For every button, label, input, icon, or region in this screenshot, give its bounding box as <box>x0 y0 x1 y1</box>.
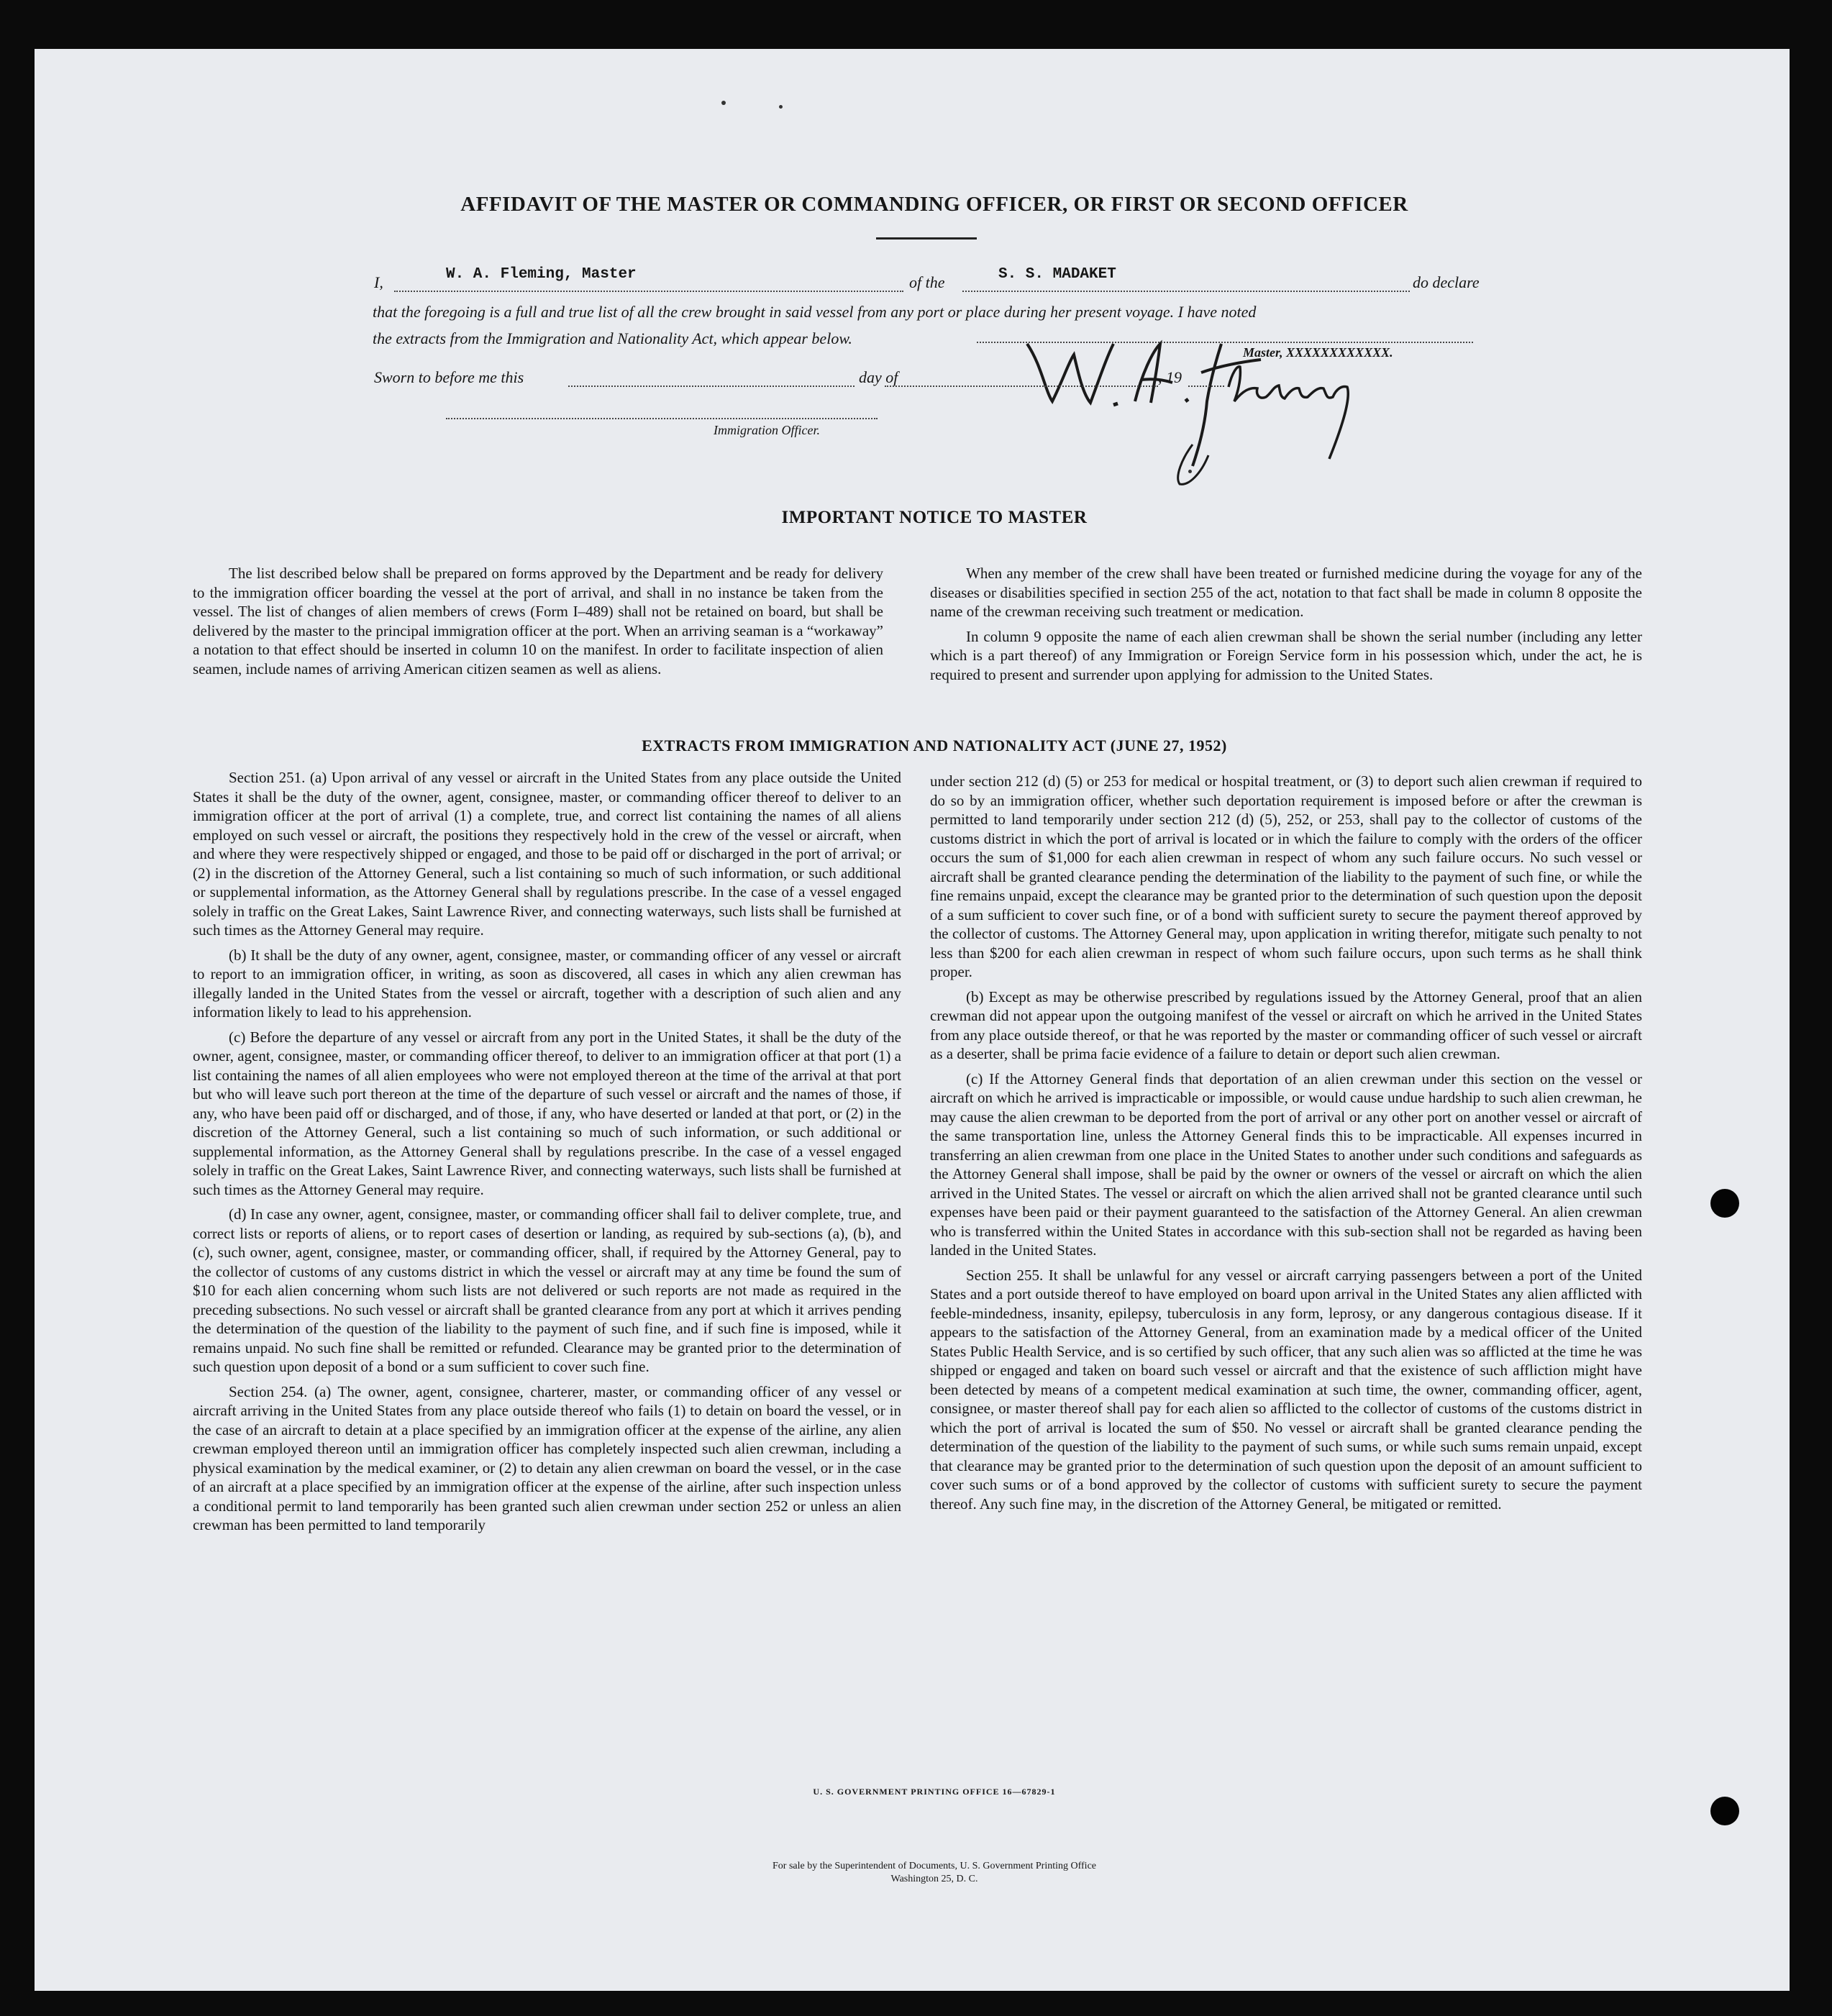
section-251-a: Section 251. (a) Upon arrival of any vessel or aircraft in the United States from any place outside the United States it shall be the duty of the owner, agent, consignee, master, or commanding officer thereof to deliver to an immigration officer at the port of arrival (1) a complete, true, and correct list containing the names of all aliens employed on such vessel or aircraft, the positions they respectively hold in the crew of the vessel or aircraft, when and where they were respectively shipped or engaged, and those to be paid off or discharged in the port of arrival; or (2) in the discretion of the Attorney General, such a list containing so much of such information, or such additional or supplemental information, as the Attorney General shall by regulations prescribe. In the case of a vessel engaged solely in traffic on the Great Lakes, Saint Lawrence River, and connecting waterways, such lists shall be furnished at such times as the Attorney General may require. <box>193 769 901 939</box>
statement-line-1: that the foregoing is a full and true list of all the crew brought in said vessel from any port or place during her present voyage. I have noted <box>373 303 1257 321</box>
officer-label: Immigration Officer. <box>714 423 820 437</box>
speck <box>721 101 726 105</box>
speck <box>1188 470 1192 473</box>
extracts-title: EXTRACTS FROM IMMIGRATION AND NATIONALITY ACT (JUNE 27, 1952) <box>642 736 1227 754</box>
signature-drawing <box>1013 322 1358 466</box>
printer-imprint: U. S. GOVERNMENT PRINTING OFFICE 16—67829-1 <box>813 1787 1056 1797</box>
notice-right-paragraph-2: In column 9 opposite the name of each alien crewman shall be shown the serial number (including any letter which is a part thereof) of any Immigration or Foreign Service form in his possession which, under the act, he is required to present and surrender upon applying for admission to the United States. <box>930 627 1642 683</box>
extracts-left-column <box>193 768 901 1541</box>
sworn-day-line[interactable] <box>568 386 855 387</box>
section-251-c: (c) Before the departure of any vessel or aircraft from any port in the United States, it shall be the duty of the owner, agent, consignee, master, or commanding officer thereof, to deliver to an immigration officer at that port (1) a list containing the names of all alien employees who were not employed thereon at the time of the arrival at that port but who will leave such port thereon at the time of the departure of such vessel or aircraft and the names of those, if any, who have been paid off or discharged, and of those, if any, who have deserted or landed at that port, or (2) in the discretion of the Attorney General, such a list containing so much of such information, or such additional or supplemental information, as the Attorney General shall by regulations prescribe. In the case of a vessel engaged solely in traffic on the Great Lakes, Saint Lawrence River, and connecting waterways, such lists shall be furnished at such times as the Attorney General may require. <box>193 1028 901 1198</box>
notice-right-paragraph-1: When any member of the crew shall have been treated or furnished medicine during the voyage for any of the diseases or disabilities specified in section 255 of the act, notation to that fact shall be made in column 8 opposite the name of the crewman receiving such treatment or medication. <box>930 565 1642 620</box>
section-254-a-continued: under section 212 (d) (5) or 253 for medical or hospital treatment, or (3) to deport such alien crewman if required to do so by an immigration officer, whether such deportation requirement is imposed before or after the crewman is permitted to land temporarily under section 212 (d) (5), 252, or 253, shall pay to the collector of customs of the customs district in which the port of arrival is located or in which the failure to comply with the orders of the officer occurs the sum of $1,000 for each alien crewman in respect of whom any such failure occurs. No such vessel or aircraft shall be granted clearance pending the determination of the liability to the payment of such fine, or while the fine remains unpaid, except the clearance may be granted prior to the determination of such question upon the deposit of a sum sufficient to cover such fine, or of a bond with sufficient surety to secure the payment thereof approved by the collector of customs. The Attorney General may, upon application in writing therefor, mitigate such penalty to not less than $200 for each alien crewman in respect of whom such failure occurs, upon such terms as he shall think proper. <box>930 772 1642 980</box>
vessel-field[interactable]: S. S. MADAKET <box>998 266 1116 283</box>
master-signature <box>1013 322 1358 466</box>
affidavit-title: AFFIDAVIT OF THE MASTER OR COMMANDING OFFICER, OR FIRST OR SECOND OFFICER <box>460 193 1408 216</box>
notice-left-column <box>193 564 883 684</box>
notice-left-paragraph: The list described below shall be prepared on forms approved by the Department and be ready for delivery to the immigration officer boarding the vessel at the port of arrival, and shall in no instance be taken from the vessel. The list of changes of alien members of crews (Form I–489) shall not be retained on board, but shall be delivered by the master to the principal immigration officer at the port. When an arriving seaman is a “workaway” a notation to that effect should be inserted in column 10 on the manifest. In order to facilitate inspection of alien seamen, include names of arriving American citizen seamen as well as aliens. <box>193 565 883 678</box>
declarant-line <box>394 291 903 292</box>
declarant-field[interactable]: W. A. Fleming, Master <box>446 266 637 283</box>
sale-line-2: Washington 25, D. C. <box>890 1874 978 1884</box>
officer-signature-line[interactable] <box>446 418 878 419</box>
section-254-c: (c) If the Attorney General finds that deportation of an alien crewman under this section on the vessel or aircraft on which he arrived is impracticable or impossible, or would cause undue hardship to such alien crewman, he may cause the alien crewman to be deported from the port of arrival or any other port on another vessel or aircraft of the same transportation line, unless the Attorney General finds this to be impracticable. All expenses incurred in transferring an alien crewman from one place in the United States to another under such conditions and safeguards as the Attorney General shall impose, shall be paid by the owner or owners of the vessel or aircraft on which the alien arrived in the United States. The vessel or aircraft on which the alien arrived shall not be granted clearance until such expenses have been paid or their payment guaranteed to the satisfaction of the Attorney General. An alien crewman who is transferred within the United States in accordance with this sub-section shall not be regarded as having been landed in the United States. <box>930 1069 1642 1259</box>
sworn-month-line[interactable] <box>885 386 1158 387</box>
section-255: Section 255. It shall be unlawful for any vessel or aircraft carrying passengers between a port of the United States and a port outside thereof to have employed on board upon arrival in the United States any alien afflicted with feeble-mindedness, insanity, epilepsy, tuberculosis in any form, leprosy, or any dangerous contagious disease. If it appears to the satisfaction of the Attorney General, from an examination made by a medical officer of the United States Public Health Service, and is so certified by such officer, that any such alien was so afflicted at the time he was shipped or engaged and taken on board such vessel or aircraft and that the existence of such affliction might have been detected by means of a competent medical examination at such time, the owner, commanding officer, agent, consignee, or master thereof shall pay for each alien so afflicted to the collector of customs of the customs district in which the port of arrival is located the sum of $50. No vessel or aircraft shall be granted clearance pending the determination of the question of the liability to the payment of such sums, or while such sums remain unpaid, except that clearance may be granted prior to the determination of such question upon the deposit of an amount sufficient to cover such sums or of a bond approved by the collector of customs with sufficient surety to secure the payment thereof. Any such fine may, in the discretion of the Attorney General, be mitigated or remitted. <box>930 1266 1642 1513</box>
do-declare-label: do declare <box>1413 273 1480 291</box>
title-rule <box>876 237 977 240</box>
punch-hole-upper <box>1710 1189 1739 1218</box>
speck <box>779 105 783 109</box>
of-the-label: of the <box>909 273 945 291</box>
section-254-a: Section 254. (a) The owner, agent, consignee, charterer, master, or commanding officer of any vessel or aircraft arriving in the United States from any place outside thereof who fails (1) to detain on board the vessel, or in the case of an aircraft to detain at a place specified by an immigration officer at the expense of the airline, any alien crewman employed thereon until an immigration officer has completely inspected such alien crewman, including a physical examination by the medical examiner, or (2) to detain any alien crewman on board the vessel, or in the case of an aircraft at a place specified by an immigration officer at the expense of the airline, after such inspection unless a conditional permit to land temporarily has been granted such alien crewman under section 252 or unless an alien crewman has been permitted to land temporarily <box>193 1382 901 1533</box>
sworn-year-line[interactable] <box>1188 386 1224 387</box>
extracts-right-column <box>930 772 1642 1519</box>
i-label: I, <box>374 273 383 291</box>
day-of-label: day of <box>859 368 898 386</box>
signature-line <box>977 342 1473 343</box>
section-254-b: (b) Except as may be otherwise prescribed by regulations issued by the Attorney General, proof that an alien crewman did not appear upon the outgoing manifest of the vessel or aircraft on which he arrived in the United States from any place outside thereof, or that he was reported by the master or commanding officer of such vessel or aircraft as a deserter, shall be prima facie evidence of a failure to detain or deport such alien crewman. <box>930 988 1642 1062</box>
sworn-label: Sworn to before me this <box>374 368 524 386</box>
section-251-b: (b) It shall be the duty of any owner, agent, consignee, master, or commanding officer of any vessel or aircraft to report to an immigration officer, in writing, as soon as discovered, all cases in which any alien crewman has illegally landed in the United States from the vessel or aircraft, together with a description of such alien and any information likely to lead to his apprehension. <box>193 946 901 1021</box>
form-page <box>35 49 1790 1991</box>
statement-line-2: the extracts from the Immigration and Nationality Act, which appear below. <box>373 329 852 347</box>
vessel-line <box>962 291 1410 292</box>
year-label: , 19 <box>1158 368 1182 386</box>
sale-line-1: For sale by the Superintendent of Documents, U. S. Government Printing Office <box>773 1861 1096 1871</box>
section-251-d: (d) In case any owner, agent, consignee, master, or commanding officer shall fail to deliver complete, true, and correct lists or reports of aliens, or to report cases of desertion or landing, as required by sub-sections (a), (b), and (c), such owner, agent, consignee, master, or commanding officer, shall, if required by the Attorney General, pay to the collector of customs of any customs district in which the vessel or aircraft may at any time be found the sum of $10 for each alien concerning whom such lists are not delivered or such reports are not made as required in the preceding subsections. No such vessel or aircraft shall be granted clearance from any port at which it arrives pending the determination of the question of the liability to the payment of such fine, and if such fine is imposed, while it remains unpaid. No such fine shall be remitted or refunded. Clearance may be granted prior to the determination of such question upon deposit of a bond or a sum sufficient to cover such fine. <box>193 1205 901 1375</box>
punch-hole-lower <box>1710 1797 1739 1825</box>
master-label: Master, XXXXXXXXXXXX. <box>1243 345 1393 360</box>
notice-title: IMPORTANT NOTICE TO MASTER <box>781 508 1088 527</box>
notice-right-column <box>930 564 1642 690</box>
